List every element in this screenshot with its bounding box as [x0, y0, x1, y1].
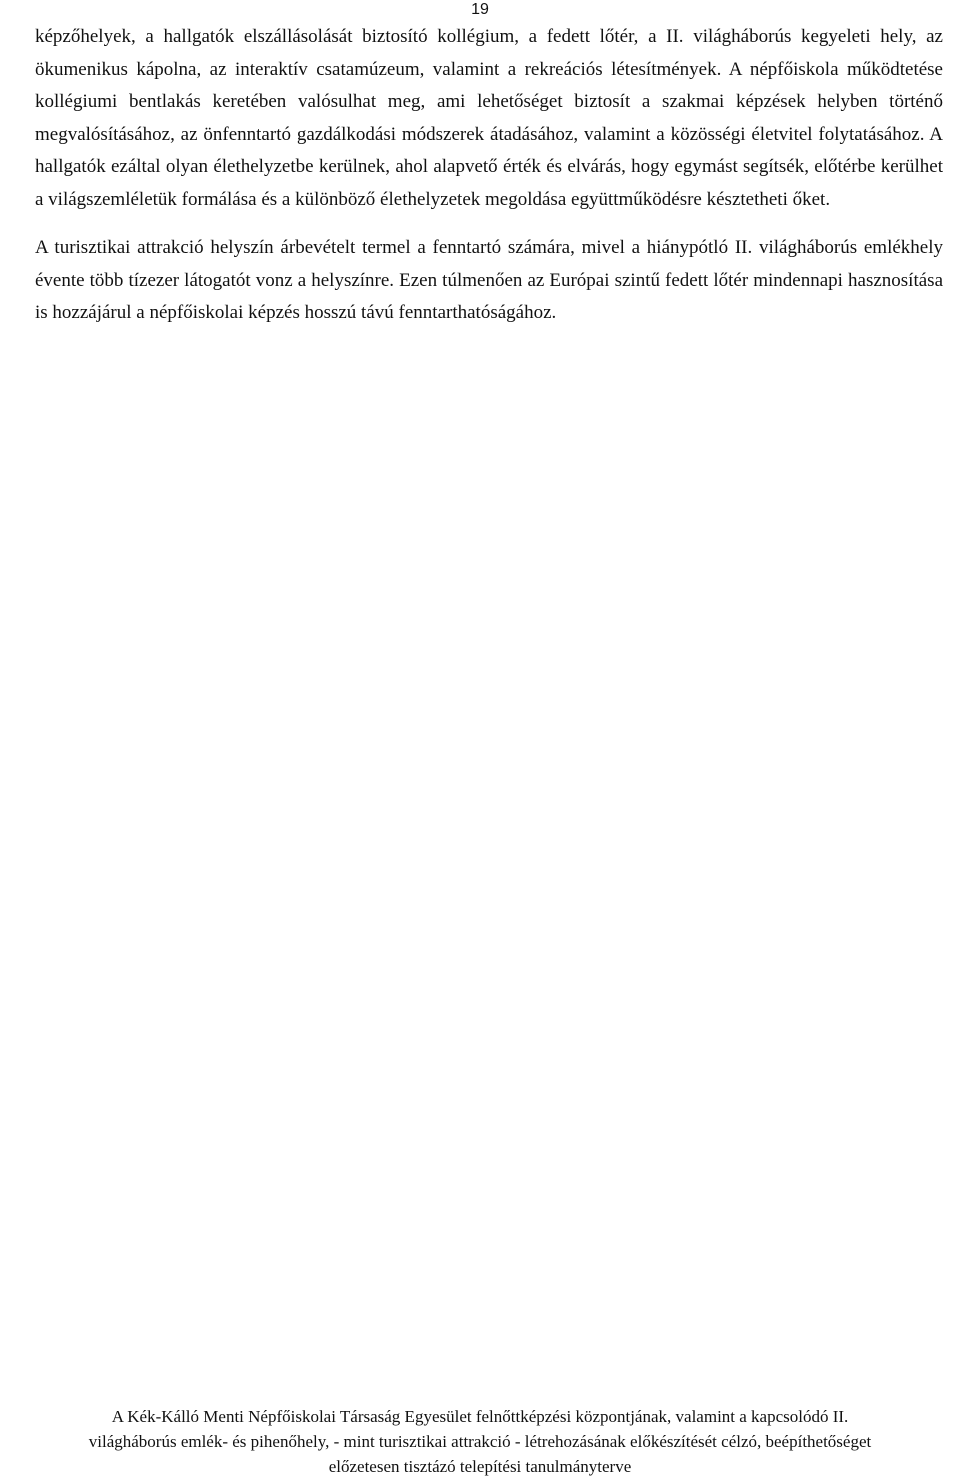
paragraph-2: A turisztikai attrakció helyszín árbevételt termel a fenntartó számára, mivel a hiánypótló II. világháborús emlékhely évente több tízezer látogatót vonz a helyszínre. Ezen túlmenően az Európai szintű fedett lőtér mindennapi hasznosítása is hozzájárul a népfőiskolai képzés hosszú távú fenntarthatóságához.: [35, 237, 943, 323]
footer-line-3: előzetesen tisztázó telepítési tanulmányterve: [328, 1457, 632, 1476]
footer-line-2: világháborús emlék- és pihenőhely, - mint turisztikai attrakció - létrehozásának előkészítését célzó, beépíthetőséget: [88, 1432, 872, 1451]
paragraph-1: képzőhelyek, a hallgatók elszállásolását biztosító kollégium, a fedett lőtér, a II. világháborús kegyeleti hely, az ökumenikus kápolna, az interaktív csatamúzeum, valamint a rekreációs létesítmények. A népfőiskola működtetése kollégiumi bentlakás keretében valósulhat meg, ami lehetőséget biztosít a szakmai képzések helyben történő megvalósításához, az önfenntartó gazdálkodási módszerek átadásához, valamint a közösségi életvitel folytatásához. A hallgatók ezáltal olyan élethelyzetbe kerülnek, ahol alapvető érték és elvárás, hogy egymást segítsék, előtérbe kerülhet a világszemléletük formálása és a különböző élethelyzetek megoldása együttműködésre késztetheti őket.: [35, 26, 943, 210]
footer-line-1: A Kék-Kálló Menti Népfőiskolai Társaság Egyesület felnőttképzési központjának, valamint a kapcsolódó II.: [111, 1407, 849, 1426]
page-number: 19: [471, 1, 489, 18]
body-text: [35, 21, 943, 330]
page-footer: [0, 1404, 960, 1479]
